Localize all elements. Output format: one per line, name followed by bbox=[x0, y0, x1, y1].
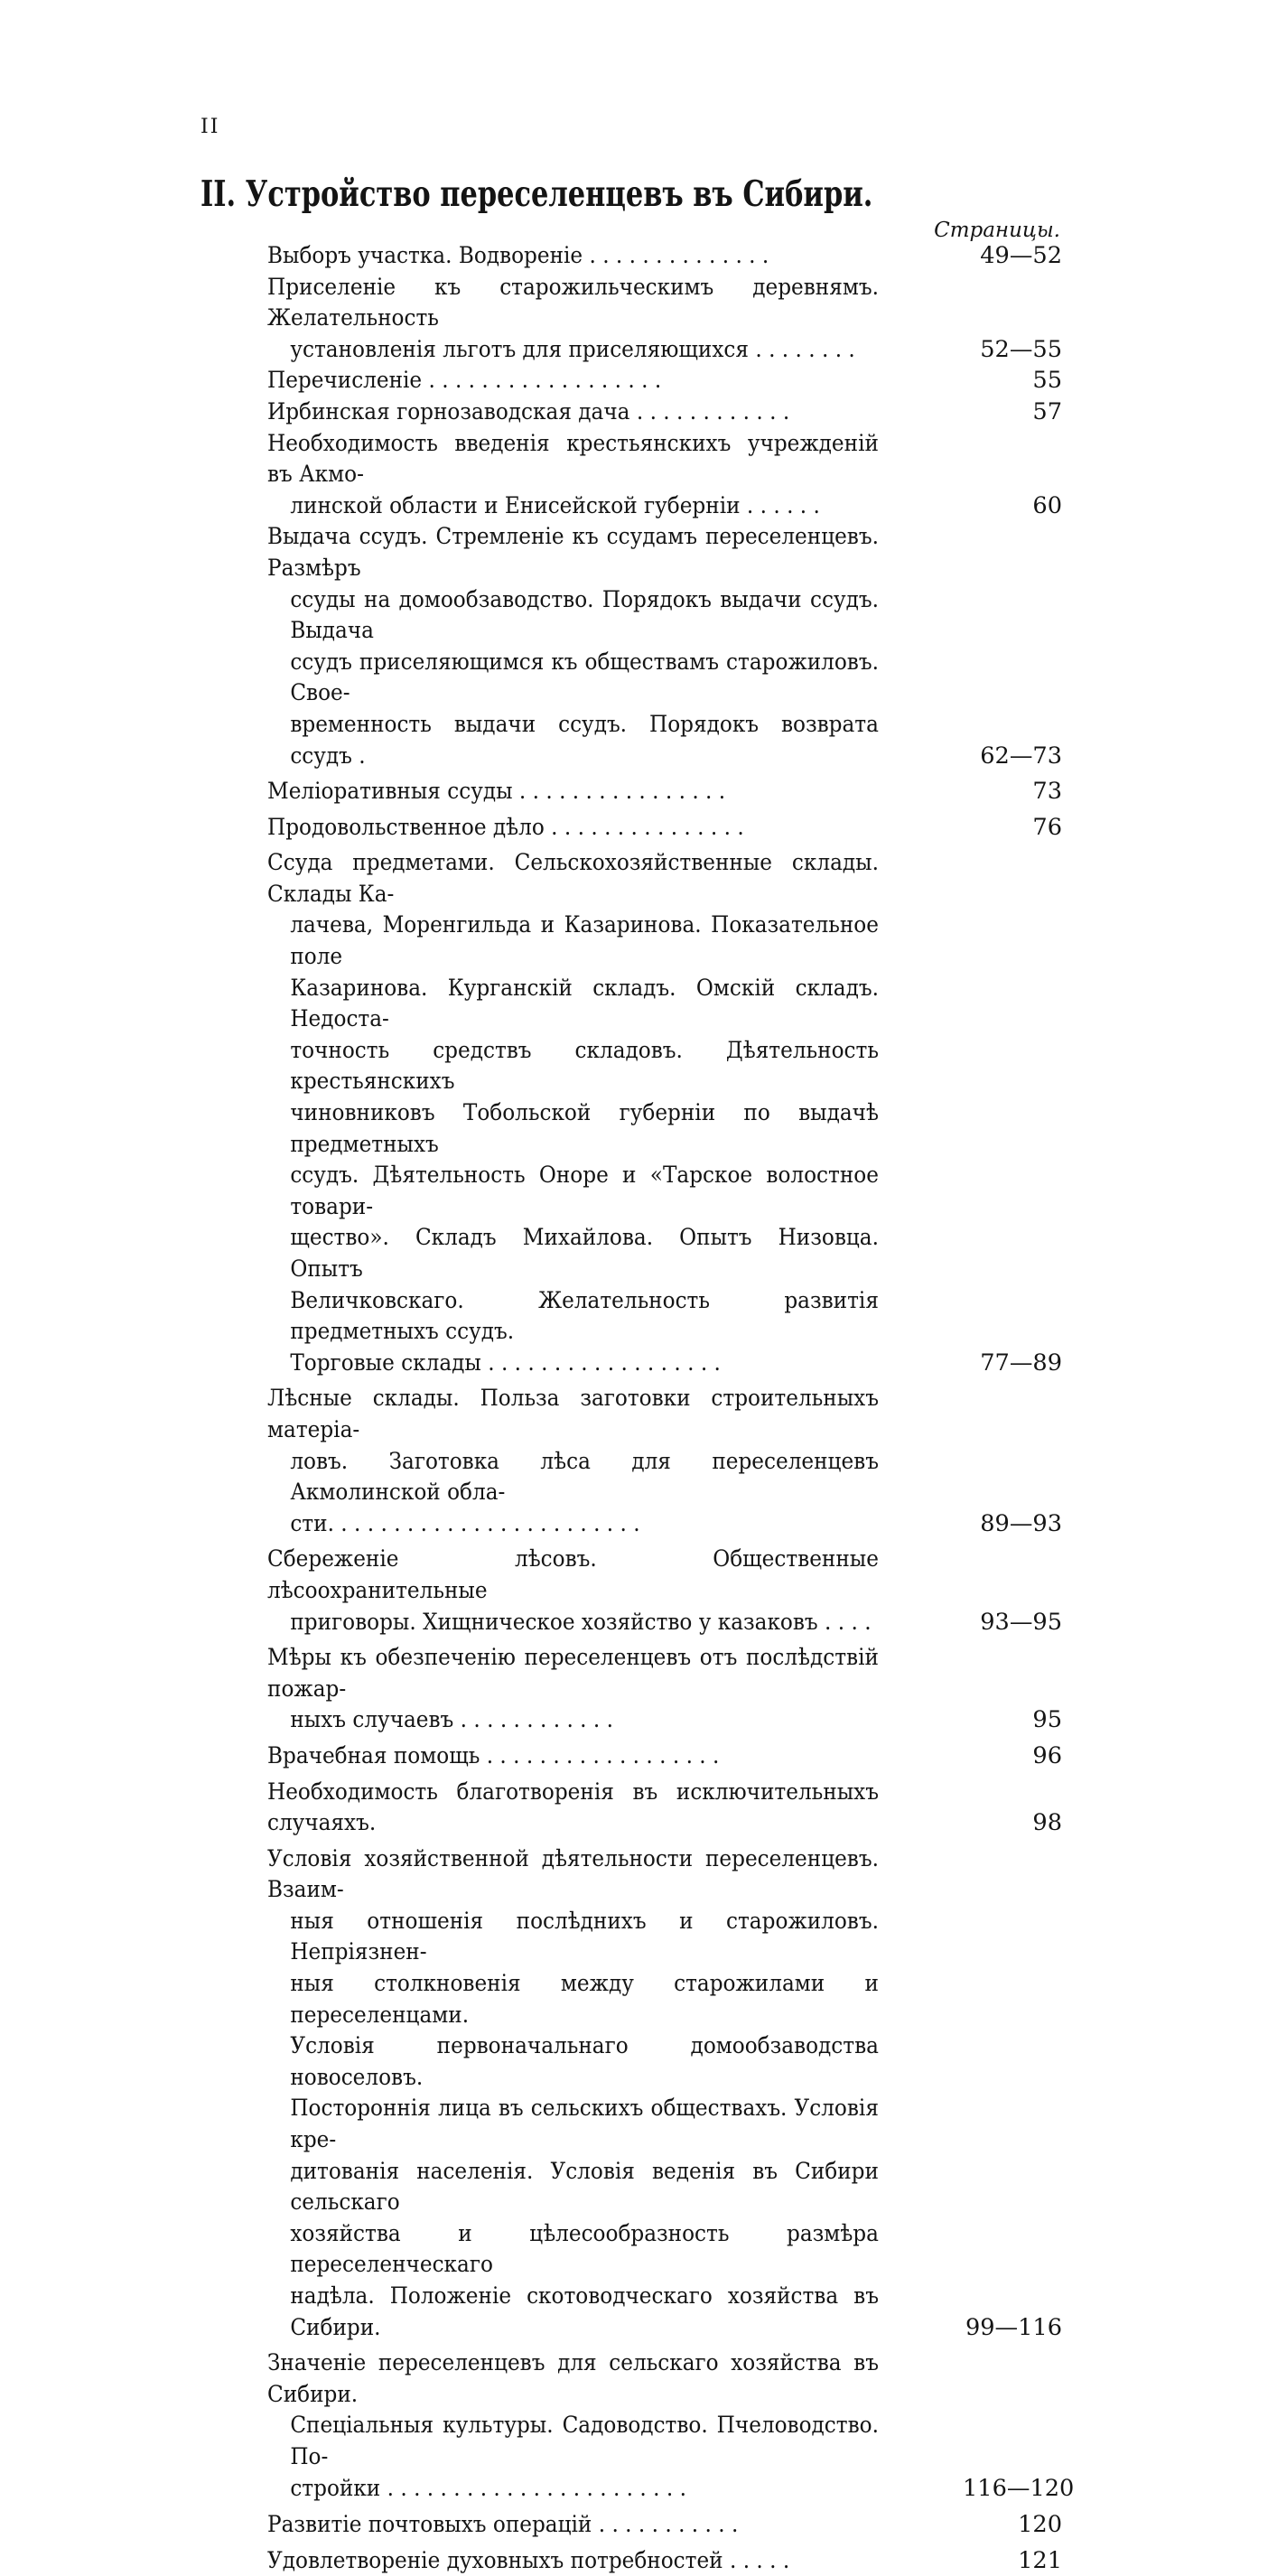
toc-entry-pages: 62—73 bbox=[980, 742, 1062, 770]
section-title: II. Устройство переселенцевъ въ Сибири. bbox=[200, 173, 873, 215]
toc-entry bbox=[267, 1383, 1062, 1539]
toc-entry-text bbox=[267, 272, 879, 366]
toc-entry-line: ссудъ приселяющимся къ обществамъ старожиловъ. Свое- bbox=[290, 648, 879, 707]
toc-entry-line: щество». Складъ Михайлова. Опытъ Низовца. Опытъ bbox=[290, 1224, 879, 1283]
toc-entry-line: Перечисленіе . . . . . . . . . . . . . . . . . . bbox=[267, 367, 662, 395]
toc-entry-pages: 121 bbox=[1018, 2546, 1062, 2574]
toc-entry-pages: 57 bbox=[1032, 397, 1062, 425]
table-of-contents bbox=[267, 240, 1075, 2576]
toc-entry-line: временность выдачи ссудъ. Порядокъ возврата ссудъ . bbox=[290, 710, 879, 770]
toc-entry-line: Развитіе почтовыхъ операцій . . . . . . . . . . . bbox=[267, 2511, 739, 2539]
toc-entry bbox=[267, 521, 1062, 771]
toc-entry-text bbox=[267, 397, 879, 428]
toc-entry bbox=[267, 397, 1062, 428]
toc-entry-text bbox=[267, 1642, 879, 1736]
toc-entry-line: ныхъ случаевъ . . . . . . . . . . . . bbox=[290, 1706, 614, 1734]
toc-entry-pages: 120 bbox=[1018, 2511, 1062, 2539]
toc-entry-line: Ссуда предметами. Сельскохозяйственные склады. Склады Ка- bbox=[267, 849, 879, 908]
toc-entry bbox=[267, 2509, 1062, 2541]
toc-entry-text bbox=[267, 776, 879, 807]
toc-entry bbox=[267, 812, 1062, 844]
toc-entry-pages: 60 bbox=[1032, 491, 1062, 519]
toc-entry bbox=[267, 272, 1062, 366]
toc-entry bbox=[267, 847, 1062, 1378]
toc-entry-line: сти. . . . . . . . . . . . . . . . . . . . . . . . bbox=[290, 1509, 640, 1537]
toc-entry bbox=[267, 365, 1062, 397]
toc-entry-line: чиновниковъ Тобольской губерніи по выдачѣ предметныхъ bbox=[290, 1099, 879, 1158]
toc-entry-text bbox=[267, 847, 879, 1378]
toc-entry-line: приговоры. Хищническое хозяйство у казаковъ . . . . bbox=[290, 1608, 872, 1636]
toc-entry-line: Врачебная помощь . . . . . . . . . . . . . . . . . . bbox=[267, 1741, 720, 1769]
toc-entry-line: Удовлетвореніе духовныхъ потребностей . . . . . bbox=[267, 2546, 790, 2574]
toc-entry-line: Меліоративныя ссуды . . . . . . . . . . . . . . . . bbox=[267, 778, 726, 806]
toc-entry-text bbox=[267, 240, 879, 272]
toc-entry-line: Величковскаго. Желательность развитія предметныхъ ссудъ. bbox=[290, 1286, 879, 1346]
toc-entry bbox=[267, 1843, 1062, 2344]
toc-entry-line: Необходимость благотворенія въ исключительныхъ случаяхъ. bbox=[267, 1778, 879, 1837]
toc-entry-text bbox=[267, 812, 879, 844]
toc-entry-line: лачева, Моренгильда и Казаринова. Показательное поле bbox=[290, 911, 879, 971]
toc-entry-line: Постороннія лица въ сельскихъ обществахъ. Условія кре- bbox=[290, 2095, 879, 2154]
toc-entry-pages: 76 bbox=[1032, 813, 1062, 841]
toc-entry-pages: 49—52 bbox=[980, 242, 1062, 269]
toc-entry bbox=[267, 1642, 1062, 1736]
toc-entry bbox=[267, 1777, 1062, 1839]
toc-entry-line: Казаринова. Курганскій складъ. Омскій складъ. Недоста- bbox=[290, 974, 879, 1033]
toc-entry-line: ссудъ. Дѣятельность Оноре и «Тарское волостное товари- bbox=[290, 1162, 879, 1220]
page-number: II bbox=[200, 116, 220, 138]
toc-entry-line: дитованія населенія. Условія веденія въ Сибири сельскаго bbox=[290, 2157, 879, 2217]
toc-entry-text bbox=[267, 2545, 879, 2576]
toc-entry-text bbox=[267, 428, 879, 522]
toc-entry-line: Ирбинская горнозаводская дача . . . . . . . . . . . . bbox=[267, 397, 790, 425]
toc-entry-line: ныя столкновенія между старожилами и переселенцами. bbox=[290, 1970, 879, 2029]
toc-entry-line: хозяйства и цѣлесообразность размѣра переселенческаго bbox=[290, 2219, 879, 2279]
toc-entry-line: Сбереженіе лѣсовъ. Общественные лѣсоохранительные bbox=[267, 1545, 879, 1604]
toc-entry bbox=[267, 2347, 1075, 2504]
toc-entry-line: Выдача ссудъ. Стремленіе къ ссудамъ переселенцевъ. Размѣръ bbox=[267, 523, 879, 582]
toc-entry-pages: 93—95 bbox=[980, 1608, 1062, 1636]
toc-entry-pages: 52—55 bbox=[980, 335, 1062, 363]
toc-entry-line: Необходимость введенія крестьянскихъ учрежденій въ Акмо- bbox=[267, 429, 879, 489]
toc-entry-line: точность средствъ складовъ. Дѣятельность крестьянскихъ bbox=[290, 1036, 879, 1096]
toc-entry bbox=[267, 1544, 1062, 1638]
toc-entry-text bbox=[267, 521, 879, 771]
toc-entry-pages: 98 bbox=[1032, 1809, 1062, 1837]
toc-entry-text bbox=[267, 1544, 879, 1638]
toc-entry-line: Приселеніе къ старожильческимъ деревнямъ. Желательность bbox=[267, 273, 879, 332]
toc-entry-line: Выборъ участка. Водвореніе . . . . . . . . . . . . . . bbox=[267, 242, 769, 269]
toc-entry-line: ловъ. Заготовка лѣса для переселенцевъ Акмолинской обла- bbox=[290, 1447, 879, 1507]
toc-entry-line: Значеніе переселенцевъ для сельскаго хозяйства въ Сибири. bbox=[267, 2349, 879, 2408]
toc-entry-pages: 99—116 bbox=[965, 2313, 1062, 2341]
toc-entry-text bbox=[267, 1777, 879, 1839]
toc-entry-text bbox=[267, 2347, 879, 2504]
toc-entry-pages: 116—120 bbox=[963, 2474, 1075, 2502]
toc-entry-pages: 89—93 bbox=[980, 1509, 1062, 1537]
toc-entry-text bbox=[267, 1383, 879, 1539]
toc-entry-line: Лѣсные склады. Польза заготовки строительныхъ матеріа- bbox=[267, 1385, 879, 1443]
toc-entry-line: ныя отношенія послѣднихъ и старожиловъ. Непріязнен- bbox=[290, 1907, 879, 1966]
toc-entry-pages: 73 bbox=[1032, 778, 1062, 806]
toc-entry-line: Торговые склады . . . . . . . . . . . . . . . . . . bbox=[290, 1349, 721, 1377]
toc-entry-pages: 55 bbox=[1032, 367, 1062, 395]
toc-entry bbox=[267, 776, 1062, 807]
toc-entry-line: стройки . . . . . . . . . . . . . . . . . . . . . . . bbox=[290, 2474, 686, 2502]
toc-entry-line: Мѣры къ обезпеченію переселенцевъ отъ послѣдствій пожар- bbox=[267, 1644, 879, 1703]
toc-entry-line: ссуды на домообзаводство. Порядокъ выдачи ссудъ. Выдача bbox=[290, 585, 879, 645]
toc-entry-line: линской области и Енисейской губерніи . . . . . . bbox=[290, 491, 820, 519]
toc-entry-pages: 96 bbox=[1032, 1741, 1062, 1769]
toc-entry-text bbox=[267, 365, 879, 397]
toc-entry-text bbox=[267, 2509, 879, 2541]
toc-entry-line: установленія льготъ для приселяющихся . . . . . . . . bbox=[290, 335, 855, 363]
toc-entry-line: Продовольственное дѣло . . . . . . . . . . . . . . . bbox=[267, 813, 744, 841]
toc-entry bbox=[267, 1741, 1062, 1772]
toc-entry bbox=[267, 2545, 1062, 2576]
toc-entry bbox=[267, 428, 1062, 522]
toc-entry-line: надѣла. Положеніе скотоводческаго хозяйства въ Сибири. bbox=[290, 2282, 879, 2341]
toc-entry-line: Условія хозяйственной дѣятельности переселенцевъ. Взаим- bbox=[267, 1844, 879, 1904]
toc-entry-text bbox=[267, 1843, 879, 2344]
toc-entry-line: Спеціальныя культуры. Садоводство. Пчеловодство. По- bbox=[290, 2412, 879, 2470]
toc-entry-pages: 77—89 bbox=[980, 1349, 1062, 1377]
toc-entry-text bbox=[267, 1741, 879, 1772]
toc-entry-pages: 95 bbox=[1032, 1706, 1062, 1734]
toc-entry bbox=[267, 240, 1062, 272]
toc-entry-line: Условія первоначальнаго домообзаводства новоселовъ. bbox=[290, 2032, 879, 2091]
pages-column-header: Страницы. bbox=[934, 219, 1060, 242]
